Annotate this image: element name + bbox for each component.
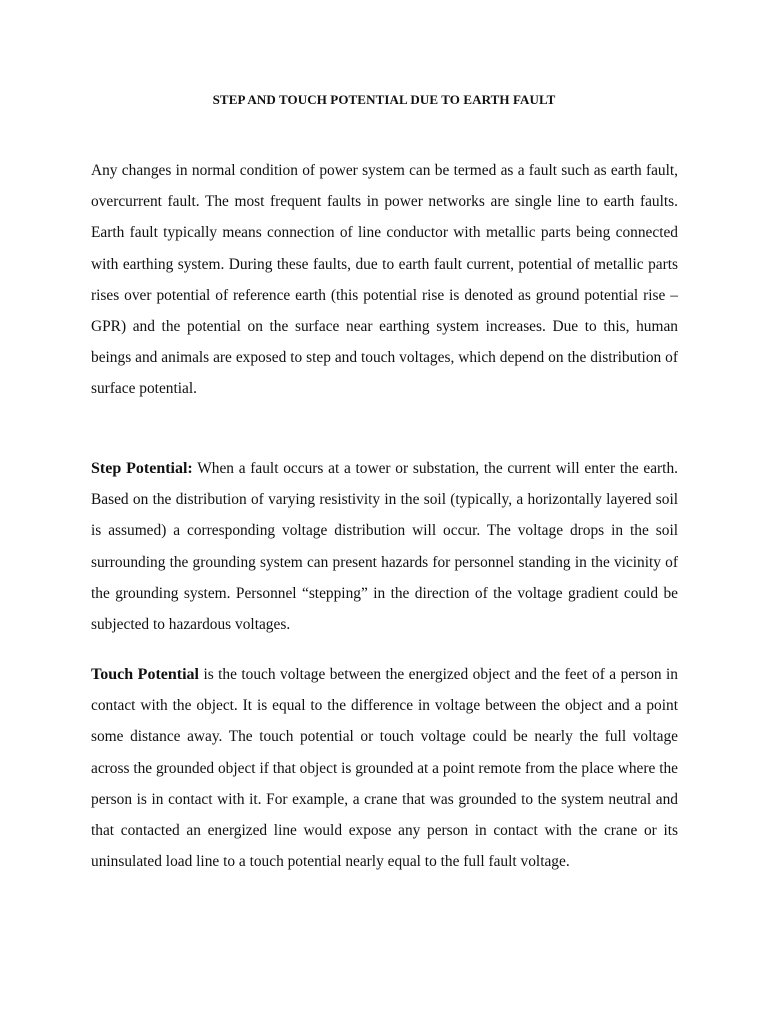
step-potential-paragraph	[91, 453, 678, 640]
touch-potential-heading: Touch Potential	[91, 666, 200, 683]
intro-paragraph: Any changes in normal condition of power system can be termed as a fault such as earth fault, overcurrent fault. The most frequent faults in power networks are single line to earth faults. Earth fault typically means connection of line conductor with metallic parts being connected with earthing system. During these faults, due to earth fault current, potential of metallic parts rises over potential of reference earth (this potential rise is denoted as ground potential rise – GPR) and the potential on the surface near earthing system increases. Due to this, human beings and animals are exposed to step and touch voltages, which depend on the distribution of surface potential.	[91, 162, 678, 398]
step-potential-text: When a fault occurs at a tower or substation, the current will enter the earth. Based on the distribution of varying resistivity in the soil (typically, a horizontally layered soil is assumed) a corresponding voltage distribution will occur. The voltage drops in the soil surrounding the grounding system can present hazards for personnel standing in the vicinity of the grounding system. Personnel “stepping” in the direction of the voltage gradient could be subjected to hazardous voltages.	[91, 460, 678, 634]
step-potential-heading: Step Potential:	[91, 460, 193, 477]
document-title: STEP AND TOUCH POTENTIAL DUE TO EARTH FAULT	[212, 92, 556, 107]
touch-potential-paragraph	[91, 659, 678, 877]
touch-potential-text: is the touch voltage between the energized object and the feet of a person in contact with the object. It is equal to the difference in voltage between the object and a point some distance away. The touch potential or touch voltage could be nearly the full voltage across the grounded object if that object is grounded at a point remote from the place where the person is in contact with it. For example, a crane that was grounded to the system neutral and that contacted an energized line would expose any person in contact with the crane or its uninsulated load line to a touch potential nearly equal to the full fault voltage.	[91, 666, 679, 871]
